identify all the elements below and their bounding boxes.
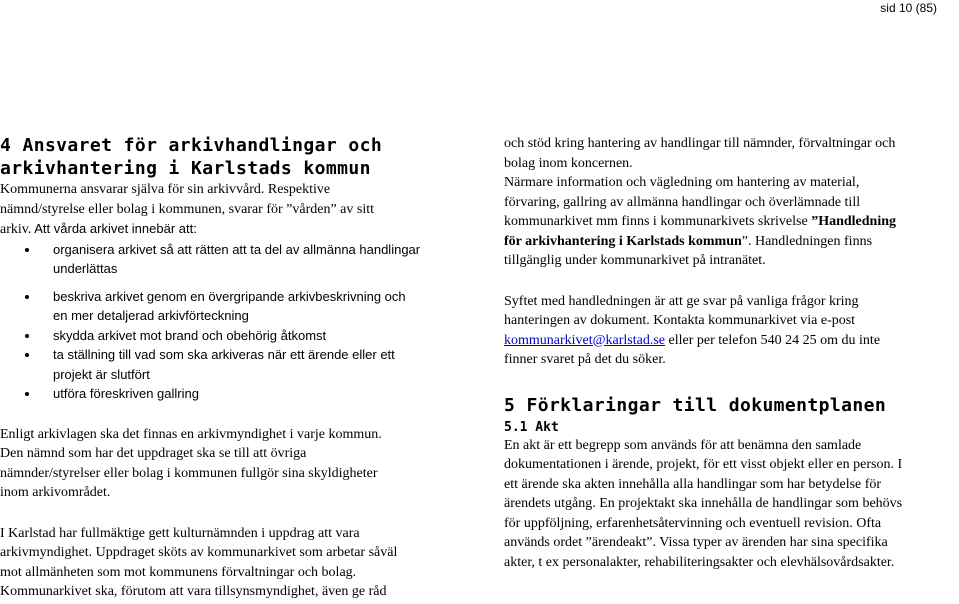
page-number: sid 10 (85): [880, 1, 937, 15]
list-item-line-2: en mer detaljerad arkivförteckning: [53, 308, 249, 323]
bullet-icon: [25, 392, 29, 396]
bullet-icon: [25, 295, 29, 299]
handbook-title-part-1: ”Handledning: [811, 214, 897, 229]
list-item-line-1: organisera arkivet så att rätten att ta del av allmänna handlingar: [53, 241, 421, 257]
para-line: ärendets utgång. En projektakt ska innehålla de handlingar som behövs: [504, 496, 903, 511]
para-line: eller per telefon 540 24 25 om du inte: [665, 332, 881, 348]
list-item-line-1: utföra föreskriven gallring: [53, 386, 199, 401]
para-line: Kommunarkivet ska, förutom att vara tillsynsmyndighet, även ge råd: [0, 584, 387, 599]
para-line: och stöd kring hantering av handlingar till nämnder, förvaltningar och: [504, 136, 896, 151]
list-item: [0, 240, 462, 279]
intro-line-1: Kommunerna ansvarar själva för sin arkivvård. Respektive: [0, 182, 331, 197]
email-link[interactable]: kommunarkivet@karlstad.se: [504, 332, 666, 348]
bullet-icon: [25, 248, 29, 252]
para-line: dokumentationen i ärende, projekt, för ett visst objekt eller en person. I: [504, 457, 903, 472]
section-5-1-heading: 5.1 Akt: [504, 419, 559, 435]
list-item: [0, 287, 462, 326]
intro-paragraph: [0, 180, 462, 240]
akt-paragraph: [504, 436, 956, 573]
intro-line-3a: arkiv.: [0, 222, 32, 237]
para-line: för uppföljning, erfarenhetsåtervinning och eventuell revision. Ofta: [504, 515, 882, 531]
para-line: I Karlstad har fullmäktige gett kulturnämnden i uppdrag att vara: [0, 525, 360, 541]
archive-authority-paragraph: [0, 425, 462, 503]
list-item-line-2: underlättas: [53, 261, 118, 276]
list-item-line-2: projekt är slutfört: [53, 366, 150, 382]
intro-line-2: nämnd/styrelse eller bolag i kommunen, svarar för ”vården” av sitt: [0, 201, 374, 217]
right-column: [504, 134, 956, 572]
para-line: hanteringen av dokument. Kontakta kommunarkivet via e-post: [504, 313, 856, 328]
bullet-icon: [25, 334, 29, 338]
para-line: Syftet med handledningen är att ge svar på vanliga frågor kring: [504, 293, 859, 309]
para-line: En akt är ett begrepp som används för att benämna den samlade: [504, 437, 862, 453]
para-line: används ordet ”ärendeakt”. Vissa typer av ärenden har sina specifika: [504, 535, 888, 550]
para-line: arkivmyndighet. Uppdraget sköts av kommunarkivet som arbetar såväl: [0, 545, 398, 560]
section-5-heading: 5 Förklaringar till dokumentplanen: [504, 394, 887, 416]
responsibility-list: [0, 240, 462, 404]
para-line: Enligt arkivlagen ska det finnas en arkivmyndighet i varje kommun.: [0, 426, 382, 442]
para-line: ett ärende ska akten innehålla alla handlingar som har betydelse för: [504, 476, 882, 492]
para-line: förvaring, gallring av allmänna handlingar och överlämnade till: [504, 194, 861, 210]
para-line: inom arkivområdet.: [0, 485, 111, 500]
list-item: [0, 345, 462, 384]
para-line: kommunarkivet mm finns i kommunarkivets skrivelse: [504, 214, 812, 229]
para-line: tillgänglig under kommunarkivet på intranätet.: [504, 253, 766, 268]
para-line: finner svaret på det du söker.: [504, 352, 666, 367]
bullet-icon: [25, 353, 29, 357]
list-item-line-1: ta ställning till vad som ska arkiveras när ett ärende eller ett: [53, 347, 395, 362]
intro-line-3b: Att vårda arkivet innebär att:: [31, 221, 197, 236]
section-4-heading-line-1: 4 Ansvaret för arkivhandlingar och: [0, 135, 383, 156]
karlstad-paragraph: [0, 524, 462, 602]
list-item: [0, 326, 462, 346]
section-4-heading: [0, 134, 462, 180]
support-paragraph: [504, 134, 956, 271]
para-line: ”. Handledningen finns: [741, 233, 873, 249]
list-item-line-1: skydda arkivet mot brand och obehörig åtkomst: [53, 327, 327, 343]
para-line: nämnder/styrelser eller bolag i kommunen fullgör sina skyldigheter: [0, 465, 378, 481]
section-4-heading-line-2: arkivhantering i Karlstads kommun: [0, 158, 371, 179]
left-column: [0, 134, 462, 602]
para-line: Den nämnd som har det uppdraget ska se till att övriga: [0, 446, 307, 461]
list-item: [0, 384, 462, 404]
para-line: bolag inom koncernen.: [504, 155, 633, 171]
para-line: mot allmänheten som mot kommunens förvaltningar och bolag.: [0, 564, 357, 580]
para-line: Närmare information och vägledning om hantering av material,: [504, 175, 860, 190]
para-line: akter, t ex personalakter, rehabiliteringsakter och elevhälsovårdsakter.: [504, 554, 895, 570]
purpose-paragraph: [504, 292, 956, 370]
handbook-title-part-2: för arkivhantering i Karlstads kommun: [504, 233, 742, 249]
list-item-line-1: beskriva arkivet genom en övergripande arkivbeskrivning och: [53, 288, 406, 304]
